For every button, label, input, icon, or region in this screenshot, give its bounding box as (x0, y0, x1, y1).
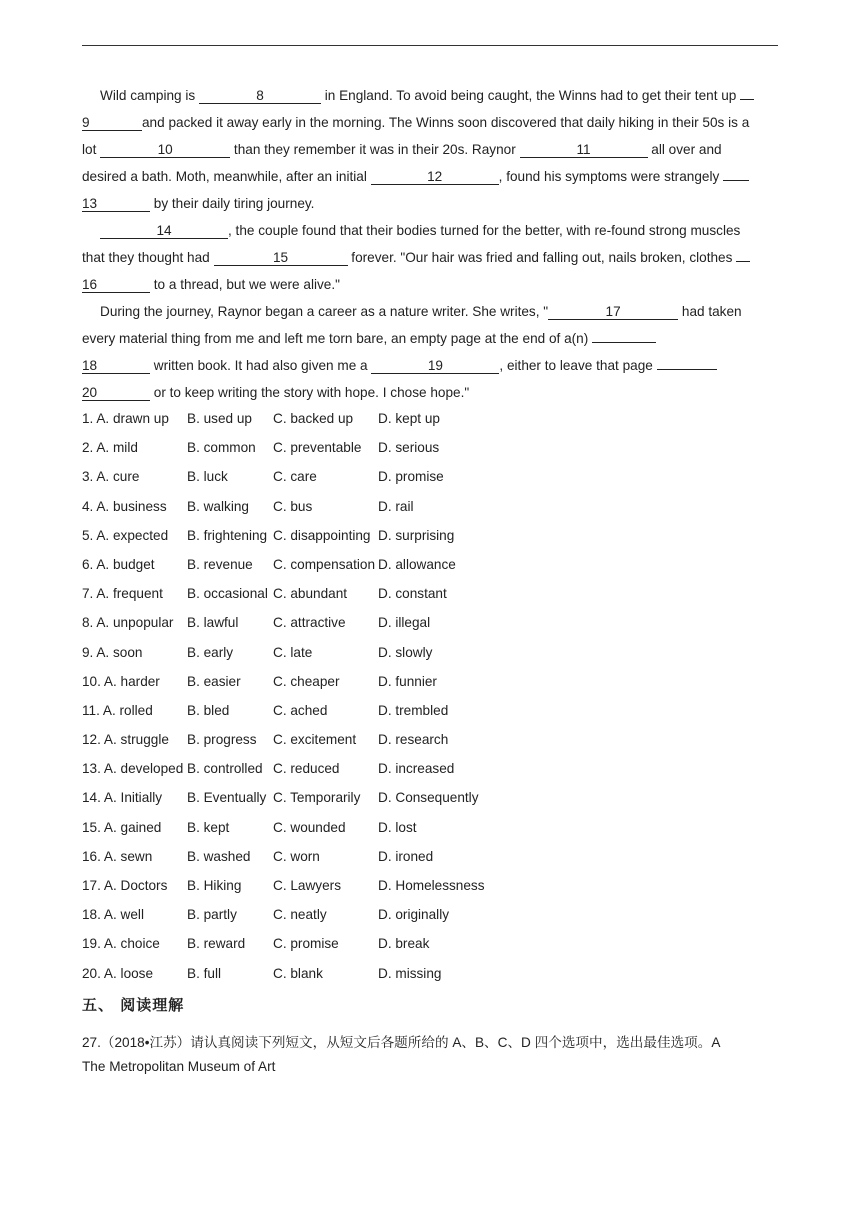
option-c: C. excitement (273, 732, 357, 748)
passage-line (100, 304, 742, 320)
option-d: D. allowance (378, 556, 456, 572)
option-d: D. lost (378, 819, 417, 835)
option-b: B. occasional (187, 586, 268, 602)
option-a: 5. A. expected (82, 527, 169, 543)
option-d: D. originally (378, 907, 450, 923)
option-a: 3. A. cure (82, 469, 140, 485)
option-d: D. trembled (378, 702, 449, 718)
option-a: 11. A. rolled (82, 702, 153, 718)
option-b: B. kept (187, 819, 230, 835)
option-c: C. reduced (273, 761, 340, 777)
passage-text: Wild camping is (100, 88, 199, 103)
passage-text: or to keep writing the story with hope. I chose hope." (150, 385, 470, 400)
option-a: 19. A. choice (82, 936, 160, 952)
option-a: 10. A. harder (82, 673, 160, 689)
option-b: B. luck (187, 469, 228, 485)
blank-16-start (736, 261, 750, 262)
option-d: D. kept up (378, 411, 440, 426)
question-27-title: The Metropolitan Museum of Art (82, 1059, 276, 1074)
option-a: 16. A. sewn (82, 848, 153, 864)
blank-13-start (723, 180, 749, 181)
section-title: 五、 阅读理解 (82, 996, 185, 1014)
blank-20-start (657, 369, 717, 370)
option-c: C. abundant (273, 586, 348, 602)
blank-18: 18 (82, 358, 150, 374)
option-b: B. lawful (187, 615, 239, 631)
option-c: C. compensation (273, 556, 376, 572)
header-rule (82, 45, 778, 46)
option-c: C. backed up (273, 411, 354, 426)
option-b: B. progress (187, 732, 257, 748)
option-b: B. controlled (187, 761, 263, 777)
option-d: D. Homelessness (378, 878, 485, 893)
passage-text: , the couple found that their bodies turned for the better, with re-found strong muscles (228, 223, 741, 238)
passage-text: lot (82, 142, 101, 157)
blank-13: 13 (82, 196, 150, 212)
passage-line (82, 196, 314, 212)
option-a: 9. A. soon (82, 644, 143, 660)
blank-11: 11 (520, 142, 648, 158)
option-c: C. disappointing (273, 527, 371, 543)
option-c: C. Lawyers (273, 878, 341, 893)
passage-line (82, 385, 469, 401)
option-a: 7. A. frequent (82, 586, 163, 602)
option-a: 6. A. budget (82, 556, 155, 572)
passage-text: every material thing from me and left me torn bare, an empty page at the end of a(n) (82, 331, 593, 346)
passage-text: and packed it away early in the morning. The Winns soon discovered that daily hiking in their 50s is a (142, 115, 750, 130)
passage-text: that they thought had (82, 250, 214, 265)
passage-text: by their daily tiring journey. (150, 196, 315, 211)
option-c: C. wounded (273, 819, 346, 835)
option-d: D. promise (378, 469, 444, 485)
option-a: 15. A. gained (82, 819, 162, 835)
option-a: 18. A. well (82, 907, 144, 923)
option-c: C. late (273, 644, 313, 660)
option-c: C. Temporarily (273, 790, 361, 806)
passage-text: to a thread, but we were alive." (150, 277, 340, 292)
passage-line (82, 250, 750, 266)
passage-line (82, 277, 340, 293)
blank-19: 19 (371, 358, 499, 374)
question-27-prompt: 27.（2018•江苏）请认真阅读下列短文，从短文后各题所给的 A、B、C、D 四个选项中，选出最佳选项。A (82, 1035, 721, 1050)
option-b: B. Hiking (187, 878, 242, 893)
option-c: C. care (273, 469, 317, 485)
option-c: C. promise (273, 936, 339, 952)
option-a: 1. A. drawn up (82, 411, 169, 426)
blank-10: 10 (100, 142, 230, 158)
passage-text: desired a bath. Moth, meanwhile, after an initial (82, 169, 371, 184)
option-c: C. neatly (273, 907, 327, 923)
option-d: D. illegal (378, 615, 431, 631)
option-c: C. worn (273, 848, 320, 864)
option-b: B. revenue (187, 556, 253, 572)
option-c: C. blank (273, 965, 323, 981)
blank-18-start (592, 342, 656, 343)
option-d: D. ironed (378, 848, 434, 864)
passage-text: all over and (647, 142, 722, 157)
option-d: D. missing (378, 965, 442, 981)
option-d: D. surprising (378, 527, 455, 543)
blank-14: 14 (100, 223, 228, 239)
blank-15: 15 (214, 250, 348, 266)
option-c: C. bus (273, 498, 313, 514)
option-d: D. research (378, 732, 449, 748)
option-a: 17. A. Doctors (82, 878, 168, 893)
option-a: 8. A. unpopular (82, 615, 174, 631)
option-a: 12. A. struggle (82, 732, 169, 748)
passage-line (82, 358, 717, 374)
option-b: B. easier (187, 673, 241, 689)
passage-line (82, 115, 749, 131)
option-b: B. Eventually (187, 790, 267, 806)
blank-17: 17 (548, 304, 678, 320)
option-c: C. cheaper (273, 673, 340, 689)
passage-text: had taken (678, 304, 742, 319)
option-d: D. funnier (378, 673, 437, 689)
option-d: D. serious (378, 440, 440, 456)
option-a: 14. A. Initially (82, 790, 163, 806)
option-d: D. Consequently (378, 790, 479, 806)
option-b: B. bled (187, 702, 230, 718)
option-c: C. attractive (273, 615, 346, 631)
passage-text: forever. "Our hair was fried and falling out, nails broken, clothes (347, 250, 737, 265)
option-b: B. common (187, 440, 256, 456)
passage-text: , found his symptoms were strangely (498, 169, 724, 184)
passage-text: written book. It had also given me a (150, 358, 372, 373)
blank-20: 20 (82, 385, 150, 401)
option-d: D. increased (378, 761, 455, 777)
option-c: C. preventable (273, 440, 362, 456)
option-c: C. ached (273, 702, 328, 718)
option-d: D. constant (378, 586, 447, 602)
option-b: B. walking (187, 498, 249, 514)
option-d: D. break (378, 936, 430, 952)
blank-9-start (740, 99, 754, 100)
passage-line (82, 142, 722, 158)
option-a: 13. A. developed (82, 761, 184, 777)
option-b: B. frightening (187, 527, 268, 543)
passage-text: in England. To avoid being caught, the Winns had to get their tent up (320, 88, 741, 103)
option-b: B. used up (187, 411, 252, 426)
passage-text: than they remember it was in their 20s. Raynor (230, 142, 520, 157)
option-a: 20. A. loose (82, 965, 154, 981)
blank-16: 16 (82, 277, 150, 293)
passage-line (82, 331, 656, 346)
option-b: B. partly (187, 907, 237, 923)
option-b: B. full (187, 965, 221, 981)
blank-9: 9 (82, 115, 142, 131)
option-a: 4. A. business (82, 498, 167, 514)
blank-12: 12 (371, 169, 499, 185)
passage-line (100, 88, 754, 104)
option-b: B. early (187, 644, 234, 660)
option-b: B. reward (187, 936, 246, 952)
option-b: B. washed (187, 848, 251, 864)
passage-text: During the journey, Raynor began a career as a nature writer. She writes, " (100, 304, 549, 319)
option-d: D. slowly (378, 644, 433, 660)
passage-line (100, 223, 740, 239)
option-a: 2. A. mild (82, 440, 138, 456)
blank-8: 8 (199, 88, 321, 104)
passage-line (82, 169, 749, 185)
passage-text: , either to leave that page (499, 358, 657, 373)
option-d: D. rail (378, 498, 414, 514)
